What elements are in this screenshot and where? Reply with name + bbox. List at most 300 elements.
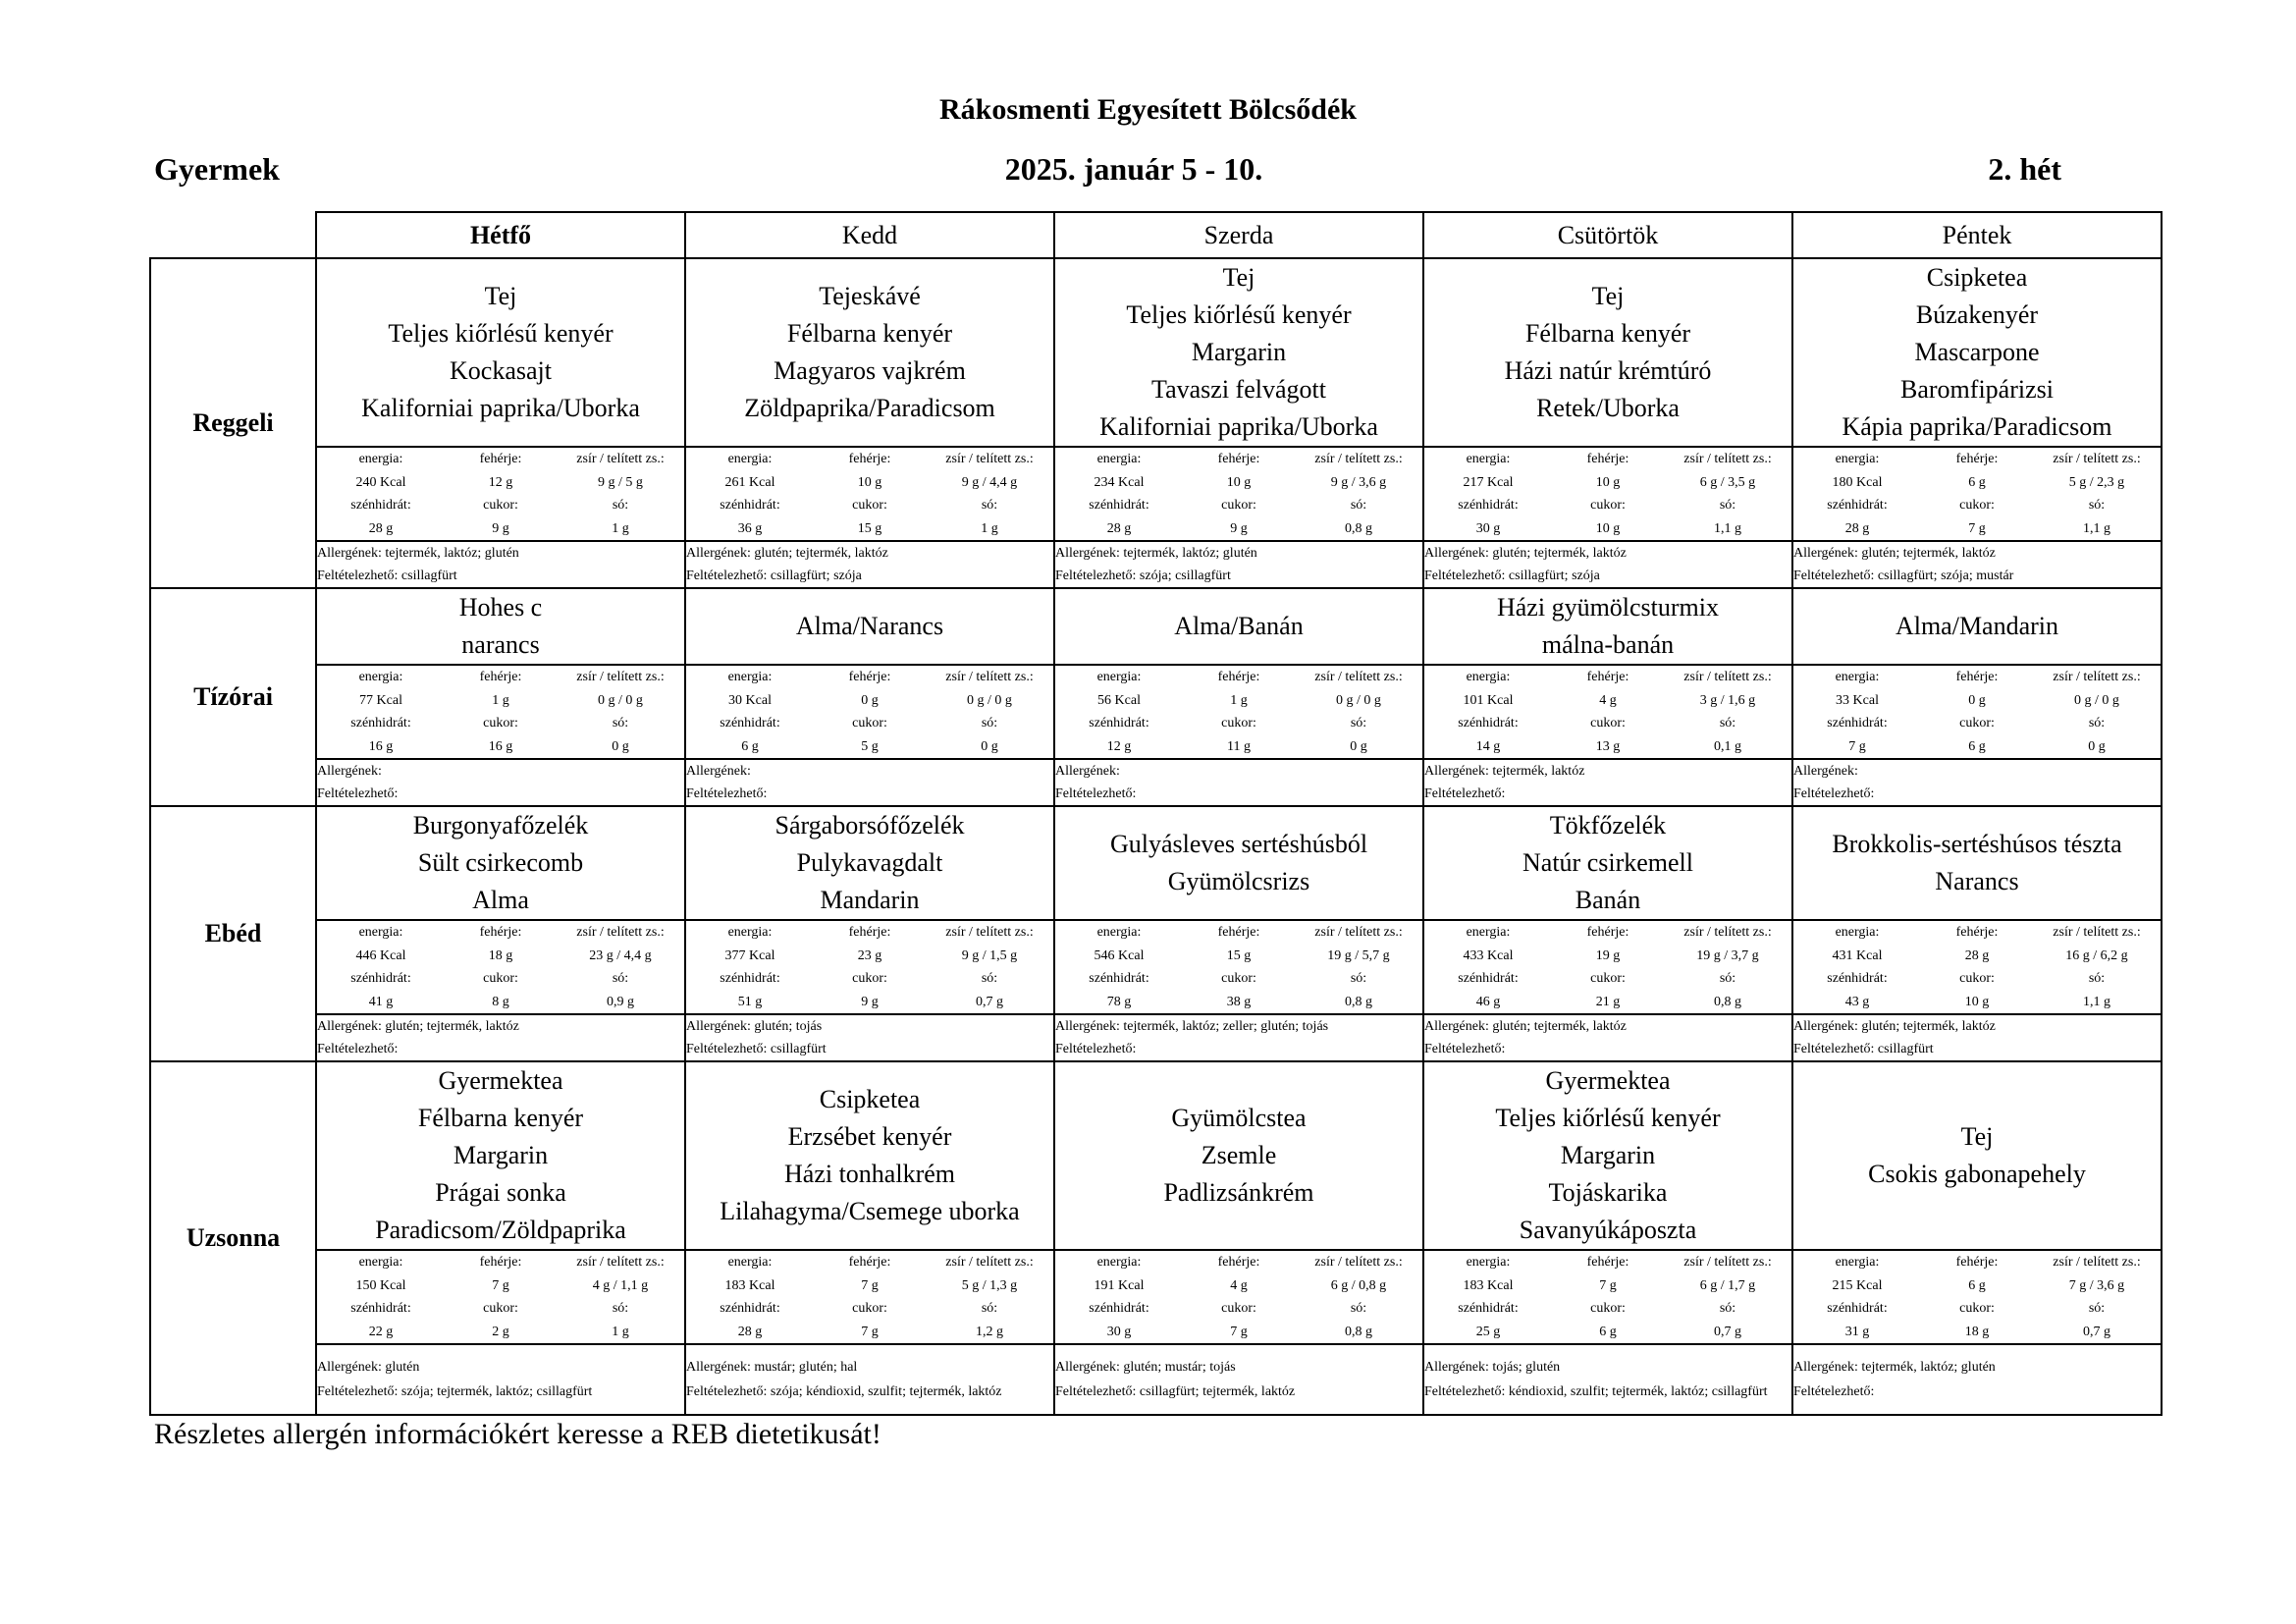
dish-item: Gulyásleves sertéshúsból	[1109, 830, 1368, 858]
nutrition-label: cukor:	[1590, 498, 1626, 513]
nutrition-row	[150, 447, 2162, 541]
possible-allergen-label: Feltételezhető:	[1055, 1042, 1137, 1056]
dish-item: Kaliforniai paprika/Uborka	[361, 394, 640, 422]
nutrition-label: cukor:	[852, 716, 887, 731]
allergen-line	[317, 1015, 684, 1038]
possible-allergen-label: Feltételezhető:	[1793, 1042, 1875, 1056]
sugar-value: 7 g	[1230, 1324, 1248, 1339]
allergen-cell	[1054, 541, 1423, 588]
possible-allergen-label: Feltételezhető:	[1424, 1042, 1506, 1056]
nutrition-grid	[1055, 921, 1422, 1013]
nutrition-cell	[316, 920, 685, 1014]
nutrition-grid	[317, 448, 684, 540]
allergen-label: Allergének:	[317, 1019, 382, 1034]
possible-allergen-value: szója; tejtermék, laktóz; csillagfürt	[400, 1384, 593, 1399]
dish-item: Margarin	[453, 1141, 549, 1169]
protein-value: 1 g	[492, 692, 509, 708]
possible-allergen-label: Feltételezhető:	[317, 1384, 399, 1399]
sugar-value: 10 g	[1595, 520, 1621, 536]
allergen-value: glutén; tojás	[754, 1019, 823, 1034]
salt-value: 0,8 g	[1714, 994, 1741, 1009]
allergen-cell	[1423, 1014, 1792, 1061]
possible-allergen-label: Feltételezhető:	[1055, 568, 1137, 583]
sugar-value: 6 g	[1968, 738, 1986, 754]
dish-item: Tej	[1960, 1122, 1994, 1151]
energy-value: 77 Kcal	[359, 692, 402, 708]
nutrition-grid	[1055, 666, 1422, 758]
allergen-cell	[1423, 1344, 1792, 1415]
dish-item: Brokkolis-sertéshúsos tészta	[1832, 830, 2122, 858]
footer-note: Részletes allergén információkért keresse a REB dietetikusát!	[154, 1418, 881, 1450]
salt-value: 1 g	[981, 520, 998, 536]
possible-allergen-value: kéndioxid, szulfit; tejtermék, laktóz; csillagfürt	[1508, 1384, 1768, 1399]
fat-value: 4 g / 1,1 g	[592, 1277, 649, 1293]
dish-cell	[1423, 588, 1792, 665]
allergen-row	[150, 541, 2162, 588]
dish-cell	[685, 588, 1054, 665]
energy-value: 183 Kcal	[724, 1277, 775, 1293]
nutrition-label: energia:	[1466, 1255, 1511, 1270]
nutrition-label: szénhidrát:	[350, 498, 411, 513]
allergen-line	[1793, 1357, 2161, 1378]
carb-value: 41 g	[368, 994, 394, 1009]
dish-item: Tavaszi felvágott	[1151, 375, 1326, 404]
nutrition-label: só:	[1350, 498, 1367, 513]
allergen-cell	[316, 759, 685, 806]
allergen-label: Allergének:	[317, 546, 382, 561]
dish-item: Kockasajt	[450, 356, 552, 385]
allergen-value: tejtermék, laktóz; glutén	[385, 546, 519, 561]
nutrition-label: szénhidrát:	[1458, 971, 1519, 986]
meal-row-1	[150, 588, 2162, 665]
nutrition-label: szénhidrát:	[1089, 716, 1149, 731]
sugar-value: 8 g	[492, 994, 509, 1009]
protein-value: 0 g	[861, 692, 879, 708]
protein-value: 10 g	[1226, 474, 1252, 490]
dish-item: Tej	[1591, 282, 1625, 310]
allergen-label: Allergének:	[1793, 1360, 1858, 1375]
allergen-row	[150, 1344, 2162, 1415]
nutrition-label: cukor:	[852, 971, 887, 986]
nutrition-label: cukor:	[852, 498, 887, 513]
page-title: Rákosmenti Egyesített Bölcsődék	[939, 93, 1357, 126]
nutrition-cell	[1792, 447, 2162, 541]
nutrition-label: szénhidrát:	[1827, 971, 1888, 986]
possible-allergen-line	[1793, 1381, 2161, 1402]
dish-item: Tej	[1222, 263, 1255, 292]
nutrition-label: zsír / telített zs.:	[1314, 1255, 1403, 1270]
nutrition-grid	[1424, 448, 1791, 540]
dish-cell	[316, 806, 685, 920]
meal-label: Reggeli	[150, 258, 316, 588]
nutrition-label: cukor:	[1590, 1301, 1626, 1316]
carb-value: 28 g	[737, 1324, 763, 1339]
allergen-label: Allergének:	[1424, 1019, 1489, 1034]
dish-cell	[1423, 1061, 1792, 1250]
allergen-cell	[1792, 541, 2162, 588]
nutrition-cell	[1792, 920, 2162, 1014]
dish-item: Csokis gabonapehely	[1868, 1160, 2086, 1188]
nutrition-label: fehérje:	[1955, 925, 1999, 940]
energy-value: 546 Kcal	[1094, 947, 1145, 963]
possible-allergen-value: szója; csillagfürt	[1139, 568, 1231, 583]
possible-allergen-line	[317, 783, 684, 805]
carb-value: 46 g	[1475, 994, 1501, 1009]
energy-value: 33 Kcal	[1836, 692, 1879, 708]
possible-allergen-value: csillagfürt; tejtermék, laktóz	[1139, 1384, 1296, 1399]
nutrition-grid	[317, 1251, 684, 1343]
nutrition-label: só:	[2088, 1301, 2106, 1316]
nutrition-cell	[685, 920, 1054, 1014]
protein-value: 19 g	[1595, 947, 1621, 963]
allergen-cell	[316, 541, 685, 588]
possible-allergen-label: Feltételezhető:	[1424, 1384, 1506, 1399]
possible-allergen-line	[1793, 783, 2161, 805]
possible-allergen-label: Feltételezhető:	[317, 568, 399, 583]
nutrition-label: energia:	[1096, 1255, 1142, 1270]
carb-value: 31 g	[1844, 1324, 1870, 1339]
dish-item: Gyermektea	[438, 1066, 563, 1095]
nutrition-label: szénhidrát:	[350, 716, 411, 731]
nutrition-label: zsír / telített zs.:	[945, 1255, 1034, 1270]
nutrition-label: fehérje:	[1586, 1255, 1629, 1270]
nutrition-label: energia:	[1096, 925, 1142, 940]
nutrition-label: zsír / telített zs.:	[2053, 670, 2141, 684]
allergen-line	[1055, 760, 1422, 783]
carb-value: 28 g	[368, 520, 394, 536]
salt-value: 1,2 g	[976, 1324, 1003, 1339]
salt-value: 1 g	[612, 1324, 629, 1339]
allergen-value: glutén; tejtermék, laktóz	[1861, 1019, 1996, 1034]
protein-value: 7 g	[1599, 1277, 1617, 1293]
allergen-cell	[1423, 541, 1792, 588]
allergen-label: Allergének:	[317, 1360, 382, 1375]
possible-allergen-value: szója; kéndioxid, szulfit; tejtermék, laktóz	[770, 1384, 1002, 1399]
allergen-cell	[316, 1344, 685, 1415]
possible-allergen-label: Feltételezhető:	[317, 1042, 399, 1056]
allergen-line	[317, 1357, 684, 1378]
nutrition-row	[150, 665, 2162, 759]
allergen-value: tejtermék, laktóz; zeller; glutén; tojás	[1123, 1019, 1329, 1034]
possible-allergen-label: Feltételezhető:	[1793, 786, 1875, 801]
protein-value: 7 g	[492, 1277, 509, 1293]
nutrition-label: cukor:	[1959, 1301, 1995, 1316]
possible-allergen-value: csillagfürt	[770, 1042, 827, 1056]
dish-item: Padlizsánkrém	[1163, 1178, 1314, 1207]
nutrition-grid	[1424, 666, 1791, 758]
nutrition-label: só:	[1719, 1301, 1736, 1316]
meal-row-3	[150, 1061, 2162, 1250]
allergen-value: glutén	[385, 1360, 420, 1375]
carb-value: 16 g	[368, 738, 394, 754]
menu-table	[149, 211, 2163, 1416]
allergen-value: tejtermék, laktóz	[1492, 764, 1585, 779]
dish-item: Alma/Mandarin	[1895, 612, 2059, 640]
sugar-value: 9 g	[1230, 520, 1248, 536]
nutrition-cell	[1423, 920, 1792, 1014]
possible-allergen-label: Feltételezhető:	[686, 1384, 768, 1399]
nutrition-label: zsír / telített zs.:	[1683, 925, 1772, 940]
allergen-line	[1055, 1357, 1422, 1378]
allergen-value: glutén; tejtermék, laktóz	[385, 1019, 519, 1034]
nutrition-label: szénhidrát:	[1089, 1301, 1149, 1316]
allergen-row	[150, 1014, 2162, 1061]
possible-allergen-line	[317, 1381, 684, 1402]
nutrition-label: cukor:	[852, 1301, 887, 1316]
nutrition-grid	[686, 921, 1053, 1013]
protein-value: 6 g	[1968, 474, 1986, 490]
fat-value: 9 g / 1,5 g	[961, 947, 1018, 963]
nutrition-label: energia:	[1835, 1255, 1880, 1270]
dish-cell	[685, 806, 1054, 920]
allergen-line	[686, 760, 1053, 783]
dish-item: Csipketea	[1926, 263, 2028, 292]
nutrition-label: fehérje:	[479, 670, 522, 684]
nutrition-label: fehérje:	[1217, 1255, 1260, 1270]
nutrition-label: cukor:	[1221, 498, 1256, 513]
sugar-value: 38 g	[1226, 994, 1252, 1009]
dish-item: Sült csirkecomb	[417, 848, 584, 877]
fat-value: 0 g / 0 g	[2074, 692, 2119, 708]
salt-value: 1,1 g	[1714, 520, 1741, 536]
nutrition-label: fehérje:	[479, 1255, 522, 1270]
nutrition-cell	[316, 665, 685, 759]
nutrition-label: só:	[1350, 1301, 1367, 1316]
nutrition-label: cukor:	[483, 716, 518, 731]
energy-value: 183 Kcal	[1463, 1277, 1514, 1293]
nutrition-grid	[1424, 1251, 1791, 1343]
nutrition-label: fehérje:	[848, 1255, 891, 1270]
nutrition-label: energia:	[727, 452, 773, 466]
possible-allergen-label: Feltételezhető:	[1793, 568, 1875, 583]
salt-value: 0,8 g	[1345, 1324, 1372, 1339]
nutrition-label: szénhidrát:	[1458, 1301, 1519, 1316]
meal-label: Tízórai	[150, 588, 316, 806]
salt-value: 0 g	[981, 738, 998, 754]
allergen-label: Allergének:	[1055, 764, 1120, 779]
salt-value: 0,7 g	[976, 994, 1003, 1009]
protein-value: 28 g	[1964, 947, 1990, 963]
dish-cell	[1054, 258, 1423, 447]
nutrition-label: zsír / telített zs.:	[2053, 925, 2141, 940]
nutrition-label: energia:	[1096, 670, 1142, 684]
carb-value: 30 g	[1475, 520, 1501, 536]
carb-value: 51 g	[737, 994, 763, 1009]
possible-allergen-label: Feltételezhető:	[317, 786, 399, 801]
salt-value: 1,1 g	[2083, 520, 2110, 536]
allergen-label: Allergének:	[1793, 546, 1858, 561]
corner-cell	[150, 212, 316, 258]
sugar-value: 18 g	[1964, 1324, 1990, 1339]
day-header: Csütörtök	[1423, 212, 1792, 258]
dish-item: Retek/Uborka	[1536, 394, 1680, 422]
allergen-value: glutén; tejtermék, laktóz	[754, 546, 888, 561]
fat-value: 16 g / 6,2 g	[2065, 947, 2128, 963]
possible-allergen-value: csillagfürt; szója; mustár	[1877, 568, 2014, 583]
sugar-value: 6 g	[1599, 1324, 1617, 1339]
nutrition-cell	[685, 1250, 1054, 1344]
allergen-cell	[1054, 1344, 1423, 1415]
fat-value: 19 g / 3,7 g	[1696, 947, 1759, 963]
nutrition-label: fehérje:	[1217, 452, 1260, 466]
dish-item: Tejeskávé	[819, 282, 921, 310]
possible-allergen-value: csillagfürt	[400, 568, 457, 583]
allergen-line	[1424, 1357, 1791, 1378]
dish-item: Teljes kiőrlésű kenyér	[388, 319, 614, 348]
possible-allergen-value: csillagfürt; szója	[1508, 568, 1600, 583]
sugar-value: 11 g	[1227, 738, 1251, 754]
day-header: Péntek	[1792, 212, 2162, 258]
dish-cell	[1792, 806, 2162, 920]
sugar-value: 9 g	[492, 520, 509, 536]
allergen-label: Allergének:	[1055, 1360, 1120, 1375]
dish-item: Banán	[1575, 886, 1641, 914]
possible-allergen-label: Feltételezhető:	[1424, 786, 1506, 801]
nutrition-label: zsír / telített zs.:	[945, 452, 1034, 466]
protein-value: 10 g	[857, 474, 882, 490]
nutrition-grid	[686, 1251, 1053, 1343]
nutrition-label: fehérje:	[479, 925, 522, 940]
allergen-label: Allergének:	[1424, 546, 1489, 561]
energy-value: 240 Kcal	[355, 474, 406, 490]
nutrition-label: zsír / telített zs.:	[1314, 452, 1403, 466]
dish-item: Kaliforniai paprika/Uborka	[1099, 412, 1378, 441]
sugar-value: 13 g	[1595, 738, 1621, 754]
nutrition-label: só:	[1719, 716, 1736, 731]
dish-item: Narancs	[1935, 867, 2019, 895]
possible-allergen-line	[686, 565, 1053, 587]
salt-value: 0,7 g	[1714, 1324, 1741, 1339]
nutrition-label: fehérje:	[1217, 670, 1260, 684]
carb-value: 7 g	[1848, 738, 1866, 754]
fat-value: 23 g / 4,4 g	[589, 947, 652, 963]
nutrition-label: energia:	[1835, 452, 1880, 466]
protein-value: 10 g	[1595, 474, 1621, 490]
salt-value: 1,1 g	[2083, 994, 2110, 1009]
date-range: 2025. január 5 - 10.	[1004, 151, 1263, 187]
nutrition-label: zsír / telített zs.:	[576, 1255, 665, 1270]
nutrition-label: cukor:	[1959, 971, 1995, 986]
dish-item: Tökfőzelék	[1549, 811, 1667, 839]
sugar-value: 15 g	[857, 520, 882, 536]
fat-value: 9 g / 5 g	[598, 474, 643, 490]
protein-value: 0 g	[1968, 692, 1986, 708]
nutrition-grid	[317, 921, 684, 1013]
nutrition-label: energia:	[1466, 452, 1511, 466]
dish-item: narancs	[461, 630, 540, 659]
sugar-value: 2 g	[492, 1324, 509, 1339]
dish-item: Magyaros vajkrém	[774, 356, 966, 385]
nutrition-label: energia:	[727, 1255, 773, 1270]
nutrition-label: só:	[2088, 716, 2106, 731]
possible-allergen-line	[1424, 783, 1791, 805]
salt-value: 0,1 g	[1714, 738, 1741, 754]
energy-value: 101 Kcal	[1463, 692, 1514, 708]
dish-item: Csipketea	[819, 1085, 921, 1113]
allergen-label: Allergének:	[1055, 546, 1120, 561]
salt-value: 0 g	[1350, 738, 1367, 754]
dish-item: Savanyúkáposzta	[1519, 1216, 1697, 1244]
fat-value: 6 g / 1,7 g	[1699, 1277, 1756, 1293]
protein-value: 15 g	[1226, 947, 1252, 963]
nutrition-label: szénhidrát:	[720, 498, 780, 513]
sugar-value: 7 g	[861, 1324, 879, 1339]
nutrition-label: zsír / telített zs.:	[945, 670, 1034, 684]
allergen-label: Allergének:	[686, 764, 751, 779]
day-header: Kedd	[685, 212, 1054, 258]
dish-cell	[685, 1061, 1054, 1250]
sugar-value: 7 g	[1968, 520, 1986, 536]
dish-item: Alma/Narancs	[795, 612, 944, 640]
energy-value: 56 Kcal	[1097, 692, 1141, 708]
allergen-line	[1055, 542, 1422, 565]
carb-value: 6 g	[741, 738, 759, 754]
energy-value: 215 Kcal	[1832, 1277, 1883, 1293]
nutrition-label: szénhidrát:	[1089, 498, 1149, 513]
allergen-cell	[316, 1014, 685, 1061]
fat-value: 5 g / 1,3 g	[961, 1277, 1018, 1293]
allergen-cell	[1054, 759, 1423, 806]
salt-value: 0,7 g	[2083, 1324, 2110, 1339]
nutrition-label: fehérje:	[848, 670, 891, 684]
dish-item: Házi gyümölcsturmix	[1496, 593, 1719, 622]
carb-value: 28 g	[1106, 520, 1132, 536]
protein-value: 23 g	[857, 947, 882, 963]
dish-cell	[316, 258, 685, 447]
dish-item: Burgonyafőzelék	[412, 811, 589, 839]
dish-item: Natúr csirkemell	[1522, 848, 1693, 877]
dish-cell	[1054, 1061, 1423, 1250]
protein-value: 7 g	[861, 1277, 879, 1293]
dish-cell	[1792, 588, 2162, 665]
nutrition-row	[150, 1250, 2162, 1344]
nutrition-cell	[1054, 1250, 1423, 1344]
possible-allergen-line	[1055, 783, 1422, 805]
dish-item: Mascarpone	[1914, 338, 2040, 366]
nutrition-grid	[686, 448, 1053, 540]
possible-allergen-line	[1424, 1381, 1791, 1402]
nutrition-cell	[316, 1250, 685, 1344]
nutrition-grid	[317, 666, 684, 758]
allergen-label: Allergének:	[686, 1360, 751, 1375]
dish-item: Teljes kiőrlésű kenyér	[1495, 1104, 1721, 1132]
allergen-line	[686, 1015, 1053, 1038]
carb-value: 25 g	[1475, 1324, 1501, 1339]
nutrition-label: zsír / telített zs.:	[2053, 1255, 2141, 1270]
nutrition-label: cukor:	[1221, 1301, 1256, 1316]
protein-value: 12 g	[488, 474, 513, 490]
allergen-line	[1793, 542, 2161, 565]
nutrition-label: fehérje:	[1955, 1255, 1999, 1270]
week-label: 2. hét	[1988, 151, 2061, 187]
nutrition-label: só:	[1350, 716, 1367, 731]
dish-item: Erzsébet kenyér	[787, 1122, 952, 1151]
salt-value: 0,8 g	[1345, 994, 1372, 1009]
allergen-label: Allergének:	[686, 546, 751, 561]
nutrition-cell	[1423, 1250, 1792, 1344]
nutrition-label: cukor:	[1221, 971, 1256, 986]
nutrition-label: cukor:	[1590, 971, 1626, 986]
meal-row-2	[150, 806, 2162, 920]
allergen-cell	[1792, 1014, 2162, 1061]
nutrition-label: szénhidrát:	[1827, 716, 1888, 731]
dish-item: Félbarna kenyér	[417, 1104, 584, 1132]
possible-allergen-line	[1424, 1038, 1791, 1060]
nutrition-label: fehérje:	[1955, 670, 1999, 684]
sugar-value: 21 g	[1595, 994, 1621, 1009]
salt-value: 0,9 g	[607, 994, 634, 1009]
fat-value: 6 g / 3,5 g	[1699, 474, 1756, 490]
